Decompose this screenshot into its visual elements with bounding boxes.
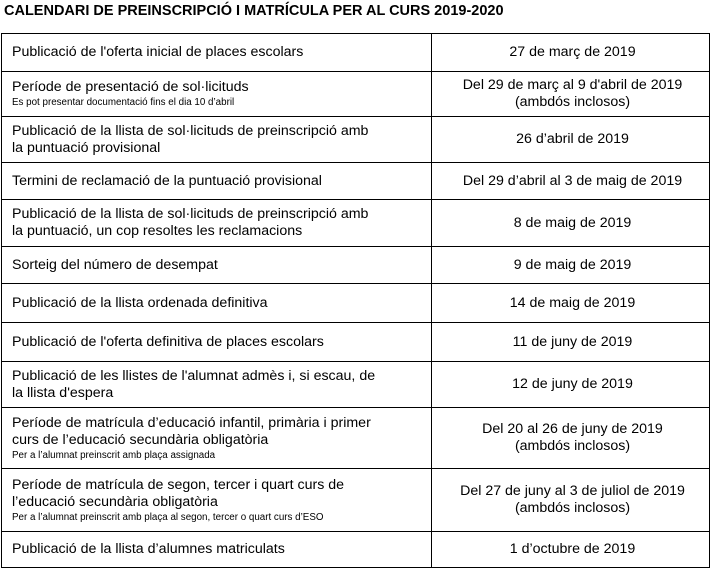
event-date-line: Del 27 de juny al 3 de juliol de 2019: [460, 483, 685, 499]
event-date-line: 11 de juny de 2019: [512, 333, 633, 350]
event-description-line: Publicació de l'oferta inicial de places escolars: [12, 44, 304, 60]
event-description-line: l’educació secundària obligatòria: [12, 493, 218, 510]
event-description-line: Publicació de la llista d’alumnes matriculats: [12, 541, 285, 557]
event-date: [432, 323, 710, 362]
table-row: [2, 532, 710, 568]
calendar-table: [1, 33, 710, 568]
event-description-line: la puntuació, un cop resoltes les reclamacions: [12, 223, 303, 239]
event-note: Per a l’alumnat preinscrit amb plaça al segon, tercer o quart curs d’ESO: [12, 511, 324, 523]
event-description-line: Sorteig del número de desempat: [12, 256, 218, 273]
table-row: [2, 284, 710, 323]
event-description-line: la llista d'espera: [12, 384, 114, 401]
event-description-line: Termini de reclamació de la puntuació provisional: [12, 172, 322, 189]
table-row: [2, 163, 710, 200]
event-description-line: Període de presentació de sol·licituds: [12, 79, 249, 95]
event-description-line: la puntuació provisional: [12, 139, 161, 156]
event-description: [2, 408, 432, 469]
event-description: [2, 469, 432, 532]
table-row: [2, 247, 710, 284]
event-note: Per a l’alumnat preinscrit amb plaça assignada: [12, 449, 216, 461]
event-date-line: 1 d’octubre de 2019: [509, 541, 636, 557]
event-date: [432, 200, 710, 247]
event-description: [2, 117, 432, 163]
event-description: [2, 247, 432, 284]
table-row: [2, 323, 710, 362]
event-description-line: Publicació de les llistes de l'alumnat admès i, si escau, de: [12, 367, 376, 384]
event-description: [2, 532, 432, 568]
event-note: Es pot presentar documentació fins el dia 10 d’abril: [12, 97, 235, 108]
event-description: [2, 200, 432, 247]
event-date: [432, 532, 710, 568]
event-date: [432, 408, 710, 469]
event-date-line: 14 de maig de 2019: [509, 294, 636, 311]
event-date-line: (ambdós inclosos): [514, 94, 631, 110]
event-date-line: (ambdós inclosos): [514, 438, 631, 454]
event-description: [2, 72, 432, 117]
page-title: CALENDARI DE PREINSCRIPCIÓ I MATRÍCULA PER AL CURS 2019-2020: [4, 3, 504, 19]
event-description: [2, 34, 432, 72]
event-description-line: Període de matrícula d’educació infantil, primària i primer: [12, 414, 371, 431]
event-description-line: Publicació de la llista de sol·licituds de preinscripció amb: [12, 206, 369, 222]
table-row: [2, 469, 710, 532]
event-date-line: Del 29 d’abril al 3 de maig de 2019: [462, 172, 683, 189]
table-row: [2, 200, 710, 247]
event-description: [2, 284, 432, 323]
event-date: [432, 247, 710, 284]
table-row: [2, 117, 710, 163]
event-description: [2, 323, 432, 362]
event-date: [432, 284, 710, 323]
event-date-line: 26 d’abril de 2019: [516, 131, 629, 147]
event-description-line: Període de matrícula de segon, tercer i quart curs de: [12, 476, 345, 493]
table-row: [2, 72, 710, 117]
event-date-line: (ambdós inclosos): [514, 500, 631, 516]
event-date-line: 27 de març de 2019: [509, 44, 636, 60]
event-description-line: Publicació de l'oferta definitiva de places escolars: [12, 333, 324, 350]
table-row: [2, 34, 710, 72]
table-row: [2, 408, 710, 469]
event-date-line: 8 de maig de 2019: [513, 214, 632, 231]
calendar-table-body: [2, 34, 710, 568]
event-description-line: curs de l’educació secundària obligatòria: [12, 431, 269, 448]
event-date: [432, 163, 710, 200]
event-date: [432, 117, 710, 163]
event-description-line: Publicació de la llista ordenada definitiva: [12, 294, 268, 311]
event-date: [432, 362, 710, 408]
event-description: [2, 362, 432, 408]
event-date: [432, 469, 710, 532]
event-date-line: 12 de juny de 2019: [512, 376, 633, 392]
event-date-line: Del 20 al 26 de juny de 2019: [482, 421, 663, 437]
event-date-line: Del 29 de març al 9 d'abril de 2019: [462, 77, 683, 93]
event-date: [432, 72, 710, 117]
event-date: [432, 34, 710, 72]
table-row: [2, 362, 710, 408]
event-date-line: 9 de maig de 2019: [513, 256, 632, 273]
event-description-line: Publicació de la llista de sol·licituds de preinscripció amb: [12, 122, 369, 139]
event-description: [2, 163, 432, 200]
